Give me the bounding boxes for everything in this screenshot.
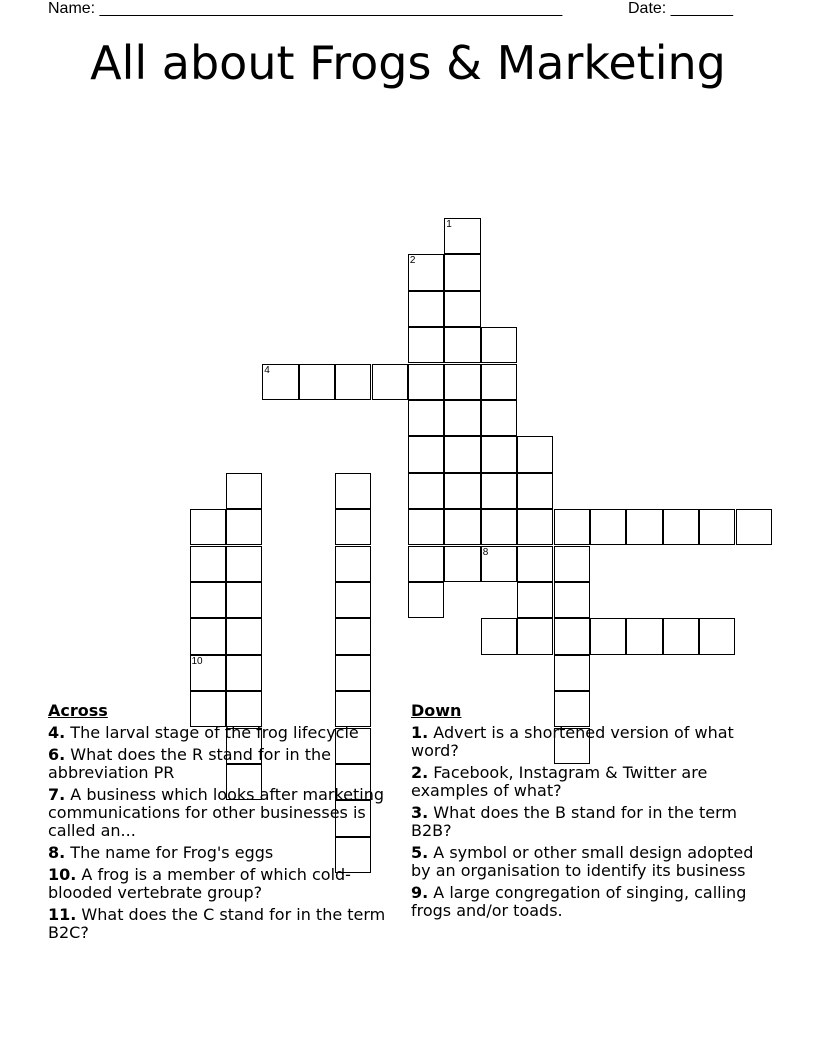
across-clue-list (48, 724, 393, 942)
grid-cell[interactable] (444, 327, 480, 363)
grid-cell[interactable] (554, 655, 590, 691)
grid-cell[interactable] (517, 546, 553, 582)
grid-cell[interactable] (626, 618, 662, 654)
grid-cell[interactable] (408, 291, 444, 327)
down-clues (411, 702, 771, 924)
grid-cell[interactable] (517, 436, 553, 472)
grid-cell[interactable] (481, 364, 517, 400)
across-clue (48, 844, 393, 862)
grid-cell[interactable] (372, 364, 408, 400)
grid-cell[interactable] (335, 364, 371, 400)
down-heading: Down (411, 701, 462, 720)
grid-cell[interactable] (444, 400, 480, 436)
grid-cell[interactable] (444, 291, 480, 327)
grid-cell[interactable] (481, 509, 517, 545)
grid-cell[interactable] (190, 509, 226, 545)
grid-cell[interactable] (335, 655, 371, 691)
down-clue (411, 804, 771, 840)
down-clue-list (411, 724, 771, 920)
across-clues (48, 702, 393, 946)
grid-cell[interactable] (481, 618, 517, 654)
clue-number-label: 11. (48, 905, 77, 924)
grid-cell[interactable] (226, 655, 262, 691)
grid-cell[interactable] (481, 400, 517, 436)
clue-text: A symbol or other small design adopted by an organisation to identify its business (411, 843, 754, 880)
clue-number-label: 8. (48, 843, 66, 862)
grid-cell[interactable] (554, 546, 590, 582)
grid-cell[interactable] (190, 655, 226, 691)
clue-number-label: 3. (411, 803, 429, 822)
clue-text: The larval stage of the frog lifecycle (65, 723, 359, 742)
clue-number-label: 6. (48, 745, 66, 764)
down-clue (411, 844, 771, 880)
grid-cell[interactable] (517, 618, 553, 654)
across-clue (48, 724, 393, 742)
clue-text: What does the C stand for in the term B2C? (48, 905, 386, 942)
grid-cell[interactable] (335, 509, 371, 545)
down-clue (411, 764, 771, 800)
clue-number-label: 2. (411, 763, 429, 782)
grid-cell[interactable] (408, 400, 444, 436)
grid-cell[interactable] (517, 582, 553, 618)
grid-cell[interactable] (517, 473, 553, 509)
clue-number-label: 9. (411, 883, 429, 902)
clue-text: Advert is a shortened version of what word? (411, 723, 734, 760)
grid-cell[interactable] (226, 582, 262, 618)
clue-number: 2 (409, 255, 416, 267)
grid-cell[interactable] (663, 509, 699, 545)
grid-cell[interactable] (444, 509, 480, 545)
grid-cell[interactable] (226, 473, 262, 509)
grid-cell[interactable] (481, 436, 517, 472)
grid-cell[interactable] (517, 509, 553, 545)
clue-text: A large congregation of singing, calling frogs and/or toads. (411, 883, 747, 920)
grid-cell[interactable] (736, 509, 772, 545)
page-title: All about Frogs & Marketing (90, 36, 726, 90)
grid-cell[interactable] (481, 327, 517, 363)
grid-cell[interactable] (626, 509, 662, 545)
grid-cell[interactable] (408, 364, 444, 400)
grid-cell[interactable] (408, 509, 444, 545)
clue-text: What does the B stand for in the term B2B? (411, 803, 737, 840)
grid-cell[interactable] (444, 473, 480, 509)
grid-cell[interactable] (335, 546, 371, 582)
grid-cell[interactable] (663, 618, 699, 654)
grid-cell[interactable] (408, 436, 444, 472)
across-clue (48, 746, 393, 782)
date-field-label[interactable]: Date: _______ (628, 0, 733, 17)
grid-cell[interactable] (444, 364, 480, 400)
grid-cell[interactable] (554, 509, 590, 545)
clue-text: The name for Frog's eggs (65, 843, 274, 862)
grid-cell[interactable] (190, 582, 226, 618)
grid-cell[interactable] (699, 618, 735, 654)
across-clue (48, 786, 393, 840)
grid-cell[interactable] (408, 473, 444, 509)
grid-cell[interactable] (554, 582, 590, 618)
grid-cell[interactable] (444, 218, 480, 254)
across-heading: Across (48, 701, 108, 720)
grid-cell[interactable] (590, 618, 626, 654)
down-clue (411, 724, 771, 760)
down-clue (411, 884, 771, 920)
grid-cell[interactable] (226, 509, 262, 545)
clue-number-label: 4. (48, 723, 66, 742)
across-clue (48, 866, 393, 902)
grid-cell[interactable] (444, 254, 480, 290)
clue-number-label: 7. (48, 785, 66, 804)
grid-cell[interactable] (444, 436, 480, 472)
grid-cell[interactable] (190, 546, 226, 582)
grid-cell[interactable] (408, 254, 444, 290)
grid-cell[interactable] (408, 546, 444, 582)
grid-cell[interactable] (335, 582, 371, 618)
grid-cell[interactable] (554, 618, 590, 654)
grid-cell[interactable] (408, 327, 444, 363)
name-field-label[interactable]: Name: ____________________________________________________ (48, 0, 563, 17)
grid-cell[interactable] (335, 473, 371, 509)
grid-cell[interactable] (226, 618, 262, 654)
grid-cell[interactable] (444, 546, 480, 582)
across-clue (48, 906, 393, 942)
grid-cell[interactable] (699, 509, 735, 545)
clue-text: Facebook, Instagram & Twitter are examples of what? (411, 763, 708, 800)
clue-text: What does the R stand for in the abbreviation PR (48, 745, 331, 782)
clue-number-label: 10. (48, 865, 77, 884)
clue-text: A business which looks after marketing communications for other businesses is called an... (48, 785, 385, 840)
grid-cell[interactable] (481, 546, 517, 582)
grid-cell[interactable] (226, 546, 262, 582)
grid-cell[interactable] (590, 509, 626, 545)
clue-number: 4 (264, 364, 270, 376)
grid-cell[interactable] (408, 582, 444, 618)
clue-number-label: 5. (411, 843, 429, 862)
clue-text: A frog is a member of which cold-blooded vertebrate group? (48, 865, 351, 902)
grid-cell[interactable] (481, 473, 517, 509)
grid-cell[interactable] (299, 364, 335, 400)
clue-number-label: 1. (411, 723, 429, 742)
clue-number: 8 (482, 546, 489, 558)
clue-number: 10 (191, 655, 203, 667)
grid-cell[interactable] (190, 618, 226, 654)
clue-number: 1 (446, 218, 452, 230)
grid-cell[interactable] (335, 618, 371, 654)
grid-cell[interactable] (262, 364, 298, 400)
